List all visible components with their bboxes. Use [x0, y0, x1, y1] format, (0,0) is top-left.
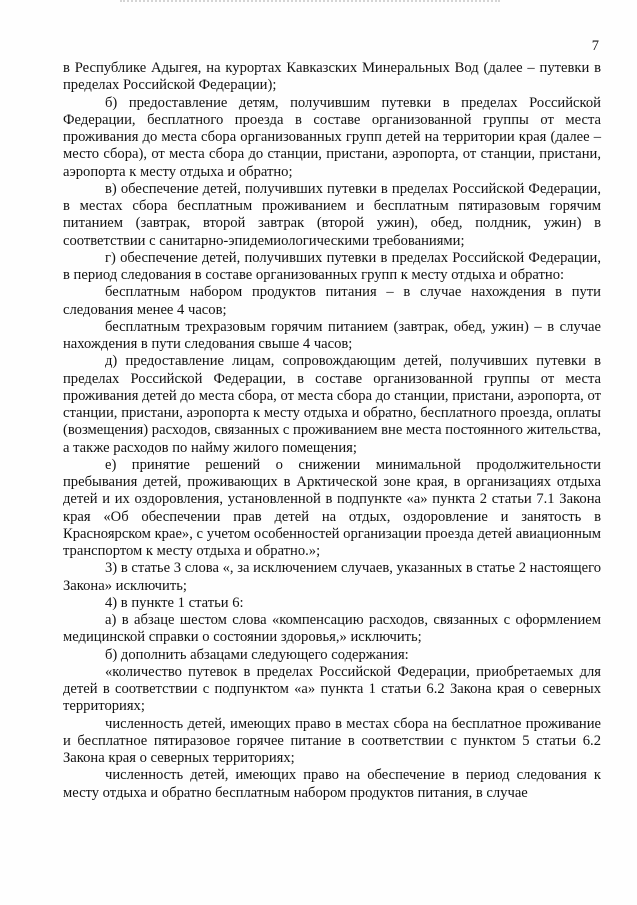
paragraph: численность детей, имеющих право в местах сбора на бесплатное проживание и бесплатное пятиразовое горячее питание в соответствии с пунктом 5 статьи 6.2 Закона края о северных территориях;	[63, 715, 601, 766]
paragraph: е) принятие решений о снижении минимальной продолжительности пребывания детей, проживающих в Арктической зоне края, в организациях отдыха детей и их оздоровления, установленной в подпункте «а» пункта 2 статьи 7.1 Закона края «Об обеспечении прав детей на отдых, оздоровление и занятость в Красноярском крае», с учетом особенностей организации проезда детей авиационным транспортом к месту отдыха и обратно.»;	[63, 456, 601, 559]
paragraph: г) обеспечение детей, получивших путевки в пределах Российской Федерации, в период следования в составе организованных групп к месту отдыха и обратно:	[63, 249, 601, 283]
paragraph: 4) в пункте 1 статьи 6:	[105, 594, 244, 611]
paragraph: бесплатным набором продуктов питания – в случае нахождения в пути следования менее 4 часов;	[63, 284, 601, 318]
scan-artifact	[120, 0, 500, 8]
paragraph: численность детей, имеющих право на обеспечение в период следования к месту отдыха и обратно бесплатным набором продуктов питания, в случае	[63, 767, 601, 801]
paragraph: бесплатным трехразовым горячим питанием (завтрак, обед, ужин) – в случае нахождения в пути следования свыше 4 часов;	[63, 318, 601, 352]
paragraph: б) предоставление детям, получившим путевки в пределах Российской Федерации, бесплатного проезда в составе организованной группы от места проживания до места сбора организованных групп детей на территории края (далее – место сбора), от места сбора до станции, пристани, аэропорта, от станции, пристани, аэропорта к месту отдыха и обратно;	[63, 94, 601, 180]
page-number: 7	[591, 38, 599, 54]
paragraph: в Республике Адыгея, на курортах Кавказских Минеральных Вод (далее – путевки в пределах Российской Федерации);	[63, 60, 601, 94]
paragraph: д) предоставление лицам, сопровождающим детей, получивших путевки в пределах Российской Федерации, в составе организованной группы от места проживания детей до места сбора, от места сбора до станции, пристани, аэропорта, от станции, пристани, аэропорта к месту отдыха и обратно, бесплатного проезда, оплаты (возмещения) расходов, связанных с проживанием вне места постоянного жительства, а также расходов по найму жилого помещения;	[63, 353, 601, 456]
paragraph: б) дополнить абзацами следующего содержания:	[105, 646, 409, 663]
document-body	[63, 60, 601, 802]
paragraph: в) обеспечение детей, получивших путевки в пределах Российской Федерации, в местах сбора бесплатным проживанием и бесплатным пятиразовым горячим питанием (завтрак, второй завтрак (второй ужин), обед, полдник, ужин) в соответствии с санитарно-эпидемиологическими требованиями;	[63, 180, 601, 249]
paragraph: «количество путевок в пределах Российской Федерации, приобретаемых для детей в соответствии с подпунктом «а» пункта 1 статьи 6.2 Закона края о северных территориях;	[63, 663, 601, 715]
paragraph: 3) в статье 3 слова «, за исключением случаев, указанных в статье 2 настоящего Закона» исключить;	[63, 560, 601, 594]
paragraph: а) в абзаце шестом слова «компенсацию расходов, связанных с оформлением медицинской справки о состоянии здоровья,» исключить;	[63, 612, 601, 646]
